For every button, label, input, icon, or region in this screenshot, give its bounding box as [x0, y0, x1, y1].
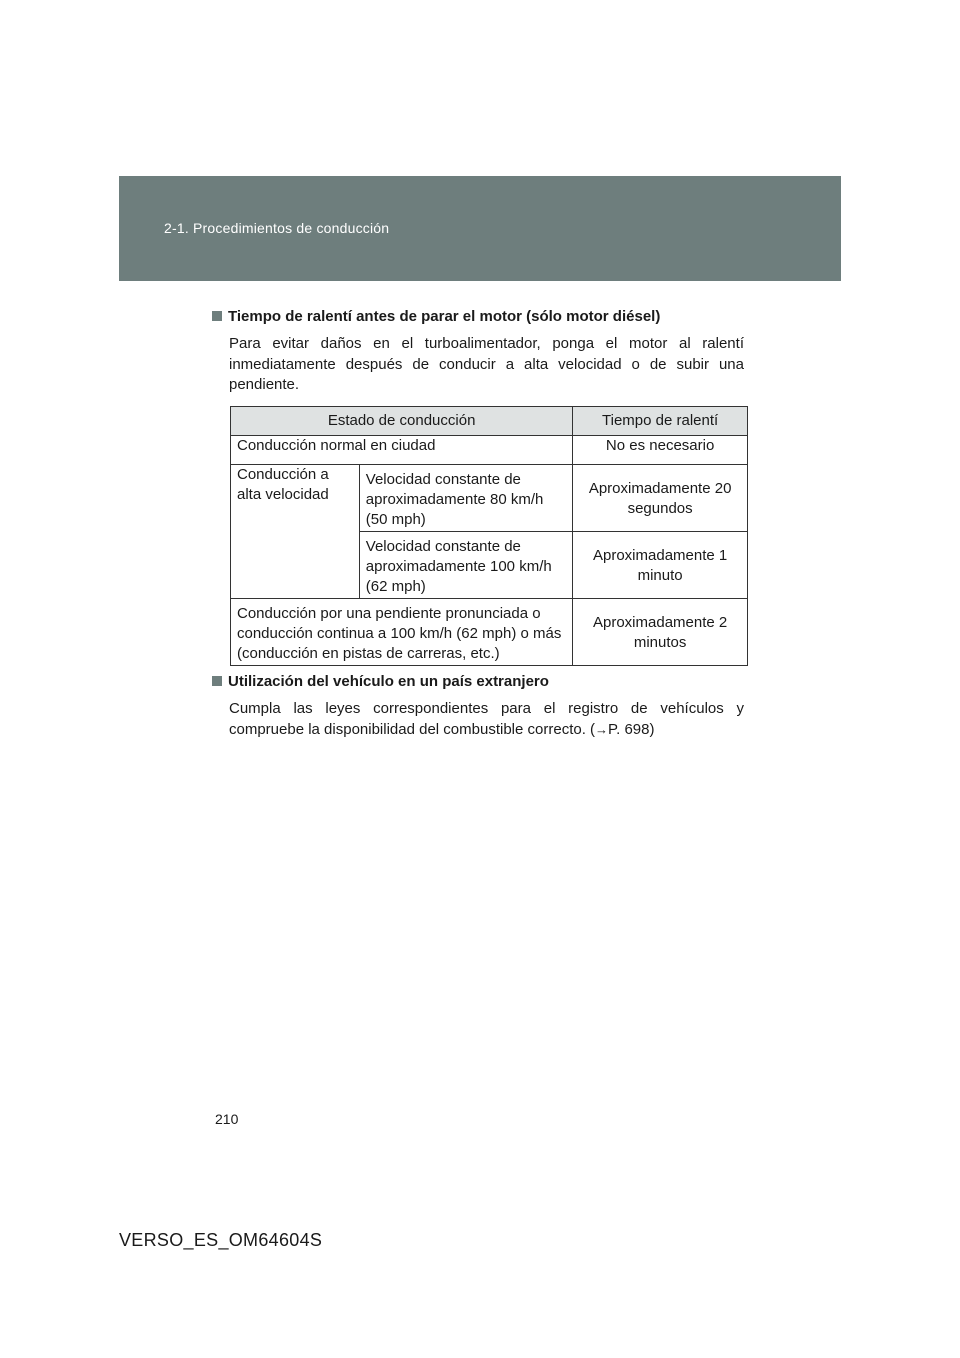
table-row: [231, 599, 748, 666]
section-heading: [212, 307, 744, 327]
body-text: Cumpla las leyes correspondientes para el registro de vehículos y compruebe la disponibilidad del combustible correcto. (: [229, 700, 744, 738]
table-cell: Aproximadamente 20 segundos: [573, 465, 748, 532]
table-cell: Aproximadamente 1 minuto: [573, 532, 748, 599]
heading-text: Tiempo de ralentí antes de parar el motor (sólo motor diésel): [228, 308, 661, 325]
idle-time-table: [230, 406, 748, 666]
square-bullet-icon: [212, 311, 222, 321]
table-header-row: [231, 407, 748, 436]
arrow-right-icon: →: [595, 721, 609, 737]
page-reference-link[interactable]: P. 698): [608, 720, 655, 738]
table-cell: Conducción normal en ciudad: [231, 436, 573, 465]
section-body: [229, 699, 744, 740]
heading-text: Utilización del vehículo en un país extranjero: [228, 673, 549, 690]
document-code: VERSO_ES_OM64604S: [119, 1230, 323, 1250]
section-idle-time: [212, 307, 744, 396]
section-body: Para evitar daños en el turboalimentador, ponga el motor al ralentí inmediatamente después de conducir a alta velocidad o de subir una pendiente.: [229, 335, 744, 393]
table-header-cell: Tiempo de ralentí: [573, 407, 748, 436]
table-row: [231, 436, 748, 465]
table-cell: Conducción por una pendiente pronunciada o conducción continua a 100 km/h (62 mph) o más (conducción en pistas de carreras, etc.): [231, 599, 573, 666]
table-header-cell: Estado de conducción: [231, 407, 573, 436]
table-row: [231, 465, 748, 532]
section-breadcrumb: 2-1. Procedimientos de conducción: [164, 220, 390, 236]
section-heading: [212, 672, 744, 692]
square-bullet-icon: [212, 676, 222, 686]
header-band: [119, 176, 841, 281]
table-cell-group: Conducción a alta velocidad: [231, 465, 360, 599]
page-number: 210: [215, 1111, 239, 1127]
table-cell: Velocidad constante de aproximadamente 100 km/h (62 mph): [359, 532, 572, 599]
section-foreign-country: [212, 672, 744, 740]
table-cell: Velocidad constante de aproximadamente 80 km/h (50 mph): [359, 465, 572, 532]
table-cell: Aproximadamente 2 minutos: [573, 599, 748, 666]
table-cell: No es necesario: [573, 436, 748, 465]
